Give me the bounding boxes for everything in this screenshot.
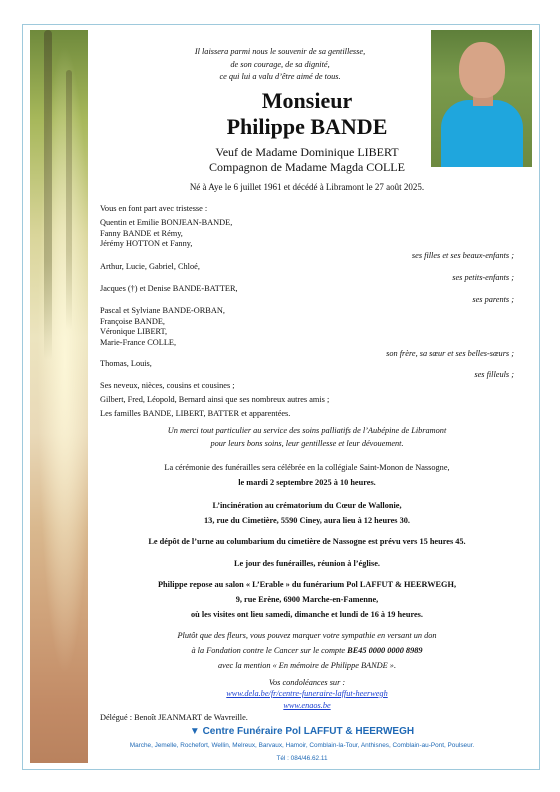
flowers-account-line xyxy=(92,645,522,658)
funeral-home-brand: ▼ Centre Funéraire Pol LAFFUT & HEERWEGH xyxy=(189,726,415,737)
family-member: Fanny BANDE et Rémy, xyxy=(100,228,183,238)
family-member: Jacques (†) et Denise BANDE-BATTER, xyxy=(100,284,238,293)
family-member: Jérémy HOTTON et Fanny, xyxy=(100,239,193,249)
cremation-address: 13, rue du Cimetière, 5590 Ciney, aura lieu à 12 heures 30. xyxy=(204,516,410,525)
role-grandchildren: ses petits-enfants ; xyxy=(452,273,514,282)
ceremony-line: La cérémonie des funérailles sera célébrée en la collégiale Saint-Monon de Nassogne, xyxy=(164,463,450,472)
delegate: Délégué : Benoît JEANMART de Wavreille. xyxy=(100,713,248,722)
thanks-line: pour leurs bons soins, leur gentillesse et leur dévouement. xyxy=(210,438,404,448)
urn-deposit: Le dépôt de l’urne au columbarium du cimetière de Nassogne est prévu vers 15 heures 45. xyxy=(148,537,466,546)
family-member: Thomas, Louis, xyxy=(100,359,152,368)
salon-visits: où les visites ont lieu samedi, dimanche et lundi de 16 à 19 heures. xyxy=(191,610,423,619)
flowers-text: à la Fondation contre le Cancer sur le compte xyxy=(191,646,348,655)
family-member: Françoise BANDE, xyxy=(100,316,165,326)
others-friends: Gilbert, Fred, Léopold, Bernard ainsi que ses nombreux autres amis ; xyxy=(100,395,330,404)
thanks-line: Un merci tout particulier au service des soins palliatifs de l’Aubépine de Libramont xyxy=(167,426,447,435)
reunion: Le jour des funérailles, réunion à l’église. xyxy=(234,559,380,568)
relation-companion: Compagnon de Madame Magda COLLE xyxy=(209,160,405,174)
funeral-home-towns: Marche, Jemelle, Rochefort, Wellin, Melreux, Barvaux, Hamoir, Comblain-la-Tour, Anthisnes, Comblain-au-Pont, Poulseur. xyxy=(129,742,475,749)
memorial-quote xyxy=(130,46,430,84)
quote-line: Il laissera parmi nous le souvenir de sa gentillesse, xyxy=(194,47,366,56)
role-parents: ses parents ; xyxy=(472,295,514,304)
others-families: Les familles BANDE, LIBERT, BATTER et apparentées. xyxy=(100,409,291,418)
intro: Vous en font part avec tristesse : xyxy=(100,204,208,213)
family-member: Quentin et Emilie BONJEAN-BANDE, xyxy=(100,218,233,227)
role-siblings: son frère, sa sœur et ses belles-sœurs ; xyxy=(386,349,514,358)
role-godchildren: ses filleuls ; xyxy=(474,370,514,379)
bank-account: BE45 0000 0000 8989 xyxy=(347,646,423,655)
salon-address: 9, rue Erène, 6900 Marche-en-Famenne, xyxy=(235,595,379,604)
title: Monsieur xyxy=(261,88,353,113)
family-member: Pascal et Sylviane BANDE-ORBAN, xyxy=(100,306,225,315)
quote-line: de son courage, de sa dignité, xyxy=(230,59,330,69)
cremation-line: L’incinération au crématorium du Cœur de Wallonie, xyxy=(212,501,402,510)
others-relatives: Ses neveux, nièces, cousins et cousines ; xyxy=(100,381,235,390)
role-children: ses filles et ses beaux-enfants ; xyxy=(411,251,514,260)
flowers-line: Plutôt que des fleurs, vous pouvez marquer votre sympathie en versant un don xyxy=(177,631,437,640)
ceremony-date: le mardi 2 septembre 2025 à 10 heures. xyxy=(238,478,376,487)
relation-widower: Veuf de Madame Dominique LIBERT xyxy=(215,145,399,159)
condolences-label: Vos condoléances sur : xyxy=(268,678,346,687)
decorative-forest-image xyxy=(30,30,88,763)
salon-line: Philippe repose au salon « L’Erable » du funérarium Pol LAFFUT & HEERWEGH, xyxy=(157,580,457,589)
deceased-name: Philippe BANDE xyxy=(226,114,388,139)
family-member: Marie-France COLLE, xyxy=(100,337,177,347)
family-member: Arthur, Lucie, Gabriel, Chloé, xyxy=(100,262,200,271)
family-group-children xyxy=(100,218,232,250)
flowers-mention: avec la mention « En mémoire de Philippe BANDE ». xyxy=(217,661,397,670)
quote-line: ce qui lui a valu d’être aimé de tous. xyxy=(219,72,341,81)
family-group-siblings xyxy=(100,306,225,348)
condolences-link-enaos[interactable]: www.enaos.be xyxy=(283,701,331,710)
condolences-link-dela[interactable]: www.dela.be/fr/centre-funeraire-laffut-heerwegh xyxy=(226,689,388,698)
birth-death: Né à Aye le 6 juillet 1961 et décédé à Libramont le 27 août 2025. xyxy=(189,182,425,192)
thanks xyxy=(92,425,522,450)
family-member: Véronique LIBERT, xyxy=(100,327,168,337)
funeral-home-phone: Tél : 084/46.62.11 xyxy=(276,755,328,762)
